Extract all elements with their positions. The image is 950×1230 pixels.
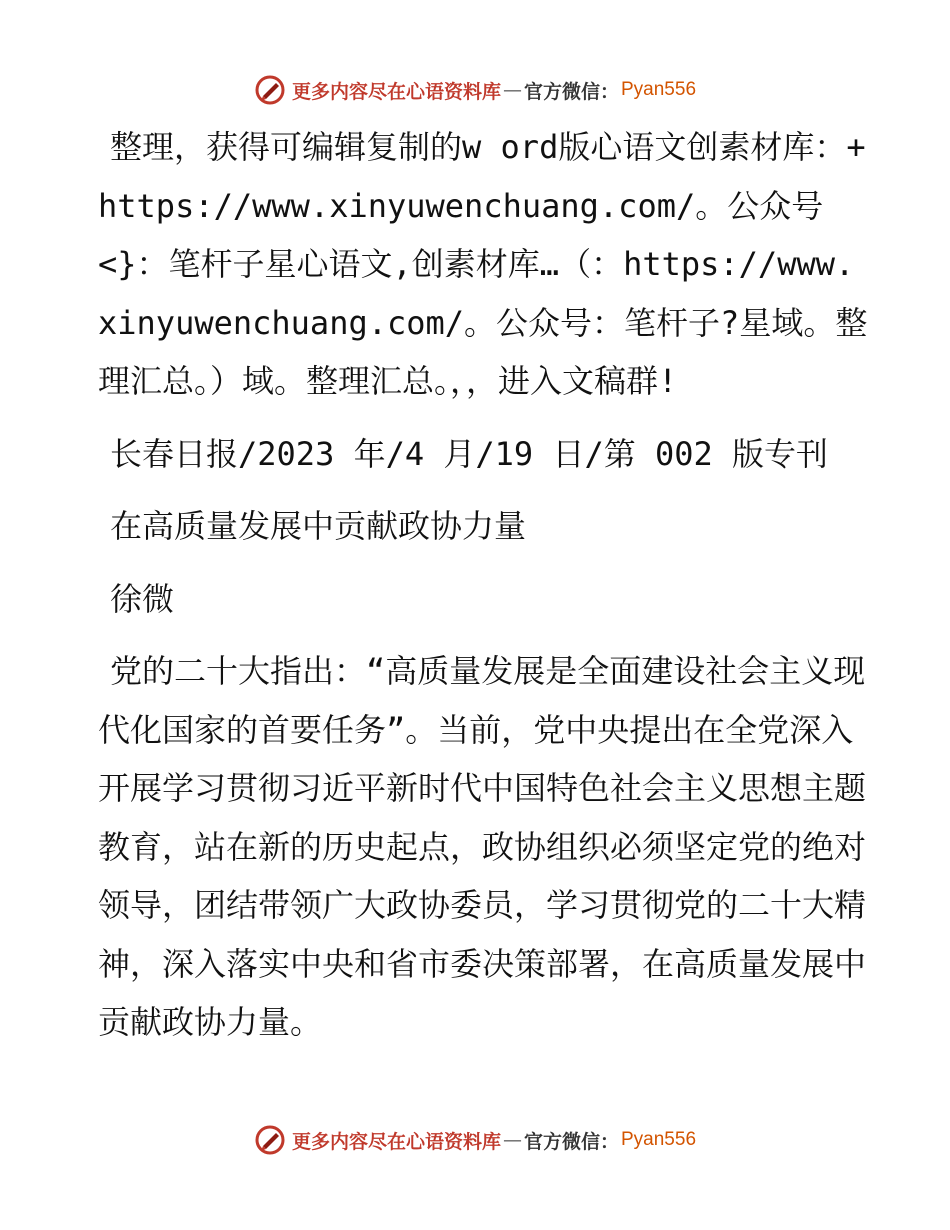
document-body: [98, 118, 868, 1052]
separator: —: [502, 79, 522, 101]
footer-banner: [0, 1120, 950, 1160]
header-banner: [0, 70, 950, 110]
article-author: 徐微: [110, 579, 175, 618]
separator: —: [502, 1129, 522, 1151]
wechat-label: 官方微信：: [523, 1130, 619, 1153]
pen-circle-logo-icon: [254, 74, 286, 106]
wechat-id: Pyan556: [621, 1129, 697, 1150]
wechat-id: Pyan556: [621, 79, 697, 100]
brand-text: 更多内容尽在心语资料库: [291, 80, 501, 103]
body-paragraph: 党的二十大指出：“高质量发展是全面建设社会主义现代化国家的首要任务”。当前，党中央提出在全党深入开展学习贯彻习近平新时代中国特色社会主义思想主题教育，站在新的历史起点，政协组织必须坚定党的绝对领导，团结带领广大政协委员，学习贯彻党的二十大精神，深入落实中央和省市委决策部署，在高质量发展中贡献政协力量。: [98, 652, 867, 1041]
source-line: 长春日报/2023 年/4 月/19 日/第 002 版专刊: [110, 434, 829, 473]
intro-paragraph: 整理，获得可编辑复制的w ord版心语文创素材库：+https://www.xinyuwenchuang.com/。公众号<}：笔杆子星心语文,创素材库…（：https://www.xinyuwenchuang.com/。公众号：笔杆子?星域。整理汇总。）域。整理汇总。，，进入文稿群!: [98, 128, 868, 400]
pen-circle-logo-icon: [254, 1124, 286, 1156]
article-title: 在高质量发展中贡献政协力量: [110, 507, 527, 545]
wechat-label: 官方微信：: [523, 80, 619, 103]
brand-text: 更多内容尽在心语资料库: [291, 1130, 501, 1153]
